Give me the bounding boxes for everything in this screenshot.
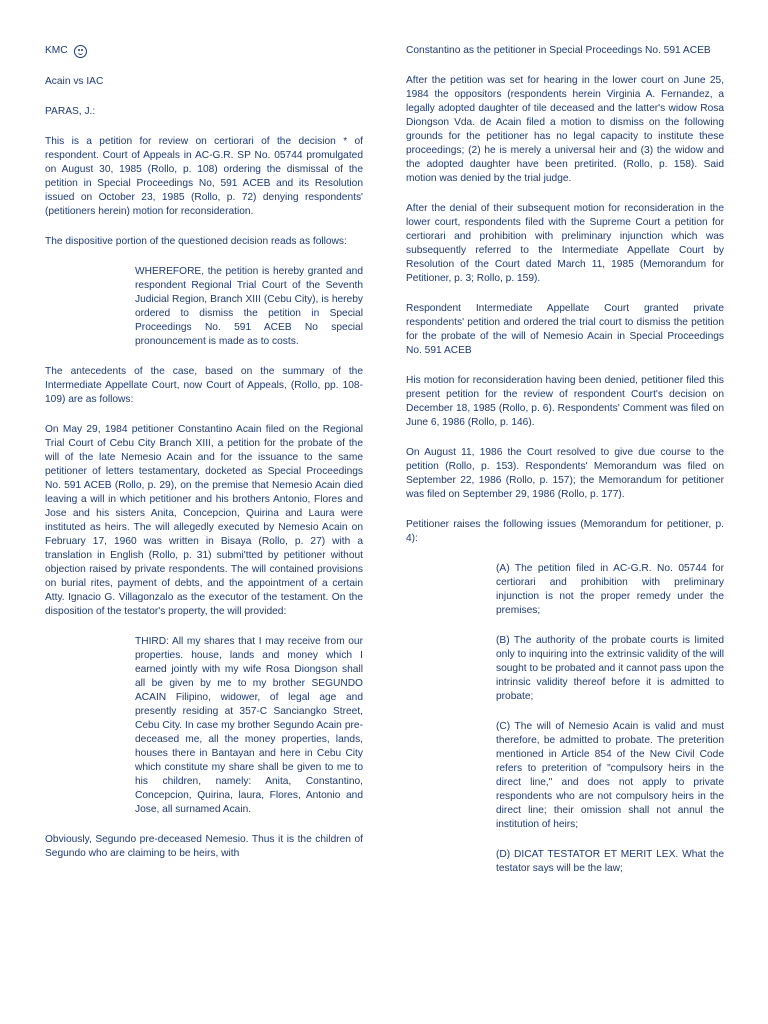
block-quote	[135, 265, 363, 349]
quote-text: THIRD: All my shares that I may receive from our properties. house, lands and money which I earned jointly with my wife Rosa Diongson shall all be given by me to my brother SEGUNDO ACAIN Filipino, widower, of legal age and presently residing at 357-C Sanciangko Street, Cebu City. In case my brother Segundo Acain pre-deceased me, all the money properties, lands, houses there in Bantayan and here in Cebu City which constitute my share shall be given to me to his children, namely: Anita, Constantino, Concepcion, Quirina, laura, Flores, Antonio and Jose, all surnamed Acain.	[135, 636, 363, 815]
paragraph: After the petition was set for hearing in the lower court on June 25, 1984 the oppositors (respondents herein Virginia A. Fernandez, a legally adopted daughter of tile deceased and the latter's widow Rosa Diongson Vda. de Acain filed a motion to dismiss on the following grounds for the petitioner has no legal capacity to institute these proceedings; (2) he is merely a universal heir and (3) the widow and the adopted daughter have been pretirited. (Rollo, p. 158). Said motion was denied by the trial judge.	[406, 75, 724, 184]
paragraph: His motion for reconsideration having been denied, petitioner filed this present petition for the review of respondent Court's decision on December 18, 1985 (Rollo, p. 6). Respondents' Comment was filed on June 6, 1986 (Rollo, p. 146).	[406, 375, 724, 428]
header-initials	[45, 44, 363, 58]
issue-item: (D) DICAT TESTATOR ET MERIT LEX. What the testator says will be the law;	[496, 849, 724, 874]
paragraph: The antecedents of the case, based on the summary of the Intermediate Appellate Court, now Court of Appeals, (Rollo, pp. 108-109) are as follows:	[45, 366, 363, 405]
paragraph: The dispositive portion of the questioned decision reads as follows:	[45, 236, 347, 247]
paragraph: On August 11, 1986 the Court resolved to give due course to the petition (Rollo, p. 153). Respondents' Memorandum was filed on September 22, 1986 (Rollo, p. 157); the Memorandum for petitioner was filed on September 29, 1986 (Rollo, p. 177).	[406, 447, 724, 500]
paragraph: After the denial of their subsequent motion for reconsideration in the lower court, respondents filed with the Supreme Court a petition for certiorari and prohibition with preliminary injunction which was subsequently referred to the Intermediate Appellate Court by Resolution of the Court dated March 11, 1985 (Memorandum for Petitioner, p. 3; Rollo, p. 159).	[406, 203, 724, 284]
paragraph: Respondent Intermediate Appellate Court granted private respondents' petition and ordered the trial court to dismiss the petition for the probate of the will of Nemesio Acain in Special Proceedings No. 591 ACEB	[406, 303, 724, 356]
issue-item: (B) The authority of the probate courts is limited only to inquiring into the extrinsic validity of the will sought to be probated and it cannot pass upon the intrinsic validity thereof before it is admitted to probate;	[496, 635, 724, 702]
issue-item: (A) The petition filed in AC-G.R. No. 05744 for certiorari and prohibition with preliminary injunction is not the proper remedy under the premises;	[496, 563, 724, 616]
paragraph: On May 29, 1984 petitioner Constantino Acain filed on the Regional Trial Court of Cebu City Branch XIII, a petition for the probate of the will of the late Nemesio Acain and for the issuance to the same petitioner of letters testamentary, docketed as Special Proceedings No. 591 ACEB (Rollo, p. 29), on the premise that Nemesio Acain died leaving a will in which petitioner and his brothers Antonio, Flores and Jose and his sisters Anita, Concepcion, Quirina and Laura were instituted as heirs. The will allegedly executed by Nemesio Acain on February 17, 1960 was written in Bisaya (Rollo, p. 27) with a translation in English (Rollo, p. 31) submi'tted by petitioner without objection raised by private respondents. The will contained provisions on burial rites, payment of debts, and the appointment of a certain Atty. Ignacio G. Villagonzalo as the executor of the testament. On the disposition of the testator's property, the will provided:	[45, 424, 363, 617]
initials-text: KMC	[45, 45, 68, 56]
paragraph: Petitioner raises the following issues (Memorandum for petitioner, p. 4):	[406, 519, 724, 544]
issues-list	[496, 562, 724, 876]
paragraph: This is a petition for review on certiorari of the decision * of respondent. Court of Appeals in AC-G.R. SP No. 05744 promulgated on August 30, 1985 (Rollo, p. 108) ordering the dismissal of the petition in Special Proceedings No, 591 ACEB and its Resolution issued on October 23, 1985 (Rollo, p. 72) denying respondents' (petitioners herein) motion for reconsideration.	[45, 136, 363, 217]
issue-item: (C) The will of Nemesio Acain is valid and must therefore, be admitted to probate. The preterition mentioned in Article 854 of the New Civil Code refers to preterition of "compulsory heirs in the direct line," and does not apply to private respondents who are not compulsory heirs in the direct line; their omission shall not annul the institution of heirs;	[496, 721, 724, 830]
left-column	[45, 44, 363, 877]
right-column	[406, 44, 724, 892]
smiley-face-icon	[74, 45, 87, 58]
case-title: Acain vs IAC	[45, 76, 104, 87]
block-quote	[135, 635, 363, 817]
quote-text: WHEREFORE, the petition is hereby granted and respondent Regional Trial Court of the Seventh Judicial Region, Branch XIII (Cebu City), is hereby ordered to dismiss the petition in Special Proceedings No. 591 ACEB No special pronouncement is made as to costs.	[135, 266, 363, 347]
ponente: PARAS, J.:	[45, 106, 96, 117]
paragraph: Constantino as the petitioner in Special Proceedings No. 591 ACEB	[406, 45, 711, 56]
paragraph: Obviously, Segundo pre-deceased Nemesio. Thus it is the children of Segundo who are claiming to be heirs, with	[45, 834, 363, 859]
